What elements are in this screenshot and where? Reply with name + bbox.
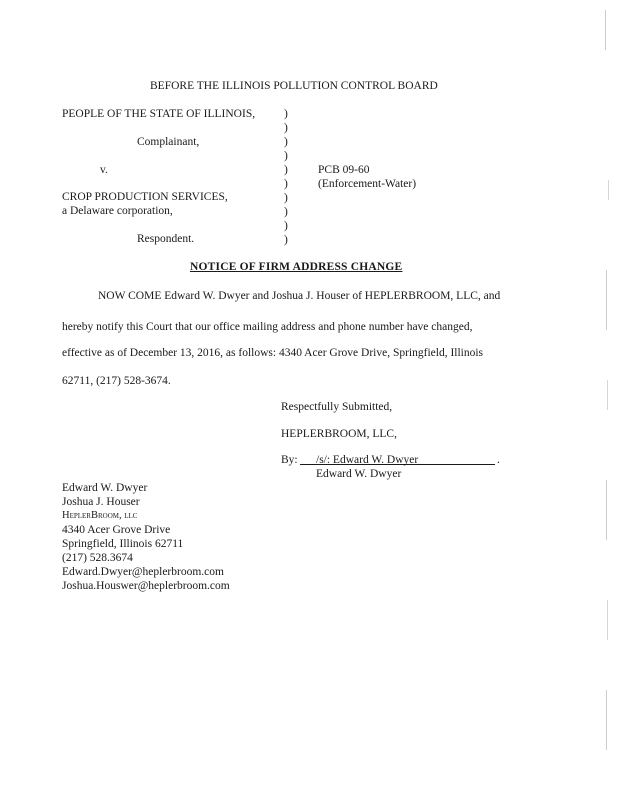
caption-separator: ) [284, 206, 288, 218]
contact-city: Springfield, Illinois 62711 [62, 538, 184, 550]
body-line-3: effective as of December 13, 2016, as follows: 4340 Acer Grove Drive, Springfield, Illinois [62, 347, 484, 359]
contact-email-1: Edward.Dwyer@heplerbroom.com [62, 566, 224, 578]
versus: v. [100, 164, 108, 176]
contact-name-1: Edward W. Dwyer [62, 482, 148, 494]
caption-separator: ) [284, 108, 288, 120]
caption-separator: ) [284, 164, 288, 176]
defendant-name: CROP PRODUCTION SERVICES, [62, 191, 228, 203]
notice-title: NOTICE OF FIRM ADDRESS CHANGE [190, 261, 403, 273]
electronic-signature: /s/: Edward W. Dwyer [316, 454, 419, 466]
body-line-2: hereby notify this Court that our office mailing address and phone number have changed, [62, 321, 473, 333]
board-header: BEFORE THE ILLINOIS POLLUTION CONTROL BOARD [150, 80, 438, 92]
scan-edge-mark [606, 270, 607, 330]
contact-email-2: Joshua.Houswer@heplerbroom.com [62, 580, 230, 592]
body-line-1: NOW COME Edward W. Dwyer and Joshua J. Houser of HEPLERBROOM, LLC, and [98, 290, 501, 302]
defendant-role: Respondent. [137, 233, 195, 245]
body-line-4: 62711, (217) 528-3674. [62, 375, 171, 387]
caption-separator: ) [284, 220, 288, 232]
scan-edge-mark [606, 480, 607, 540]
contact-street: 4340 Acer Grove Drive [62, 524, 171, 536]
plaintiff-name: PEOPLE OF THE STATE OF ILLINOIS, [62, 108, 256, 120]
case-type: (Enforcement-Water) [318, 178, 417, 190]
scan-edge-mark [607, 600, 608, 640]
scan-edge-mark [608, 180, 609, 200]
by-label: By: [281, 454, 298, 466]
caption-separator: ) [284, 136, 288, 148]
signature-end-mark: . [497, 454, 500, 466]
caption-separator: ) [284, 178, 288, 190]
caption-separator: ) [284, 150, 288, 162]
scan-edge-mark [606, 690, 607, 750]
contact-firm: HeplerBroom, llc [62, 510, 138, 521]
signature-firm: HEPLERBROOM, LLC, [281, 428, 397, 440]
closing: Respectfully Submitted, [281, 401, 393, 413]
contact-phone: (217) 528.3674 [62, 552, 133, 564]
caption-separator: ) [284, 122, 288, 134]
scan-edge-mark [605, 10, 606, 50]
scan-edge-mark [607, 380, 608, 410]
defendant-description: a Delaware corporation, [62, 205, 173, 217]
caption-separator: ) [284, 234, 288, 246]
caption-separator: ) [284, 192, 288, 204]
case-number: PCB 09-60 [318, 164, 370, 176]
contact-name-2: Joshua J. Houser [62, 496, 140, 508]
signer-name: Edward W. Dwyer [316, 468, 402, 480]
plaintiff-role: Complainant, [137, 136, 200, 148]
